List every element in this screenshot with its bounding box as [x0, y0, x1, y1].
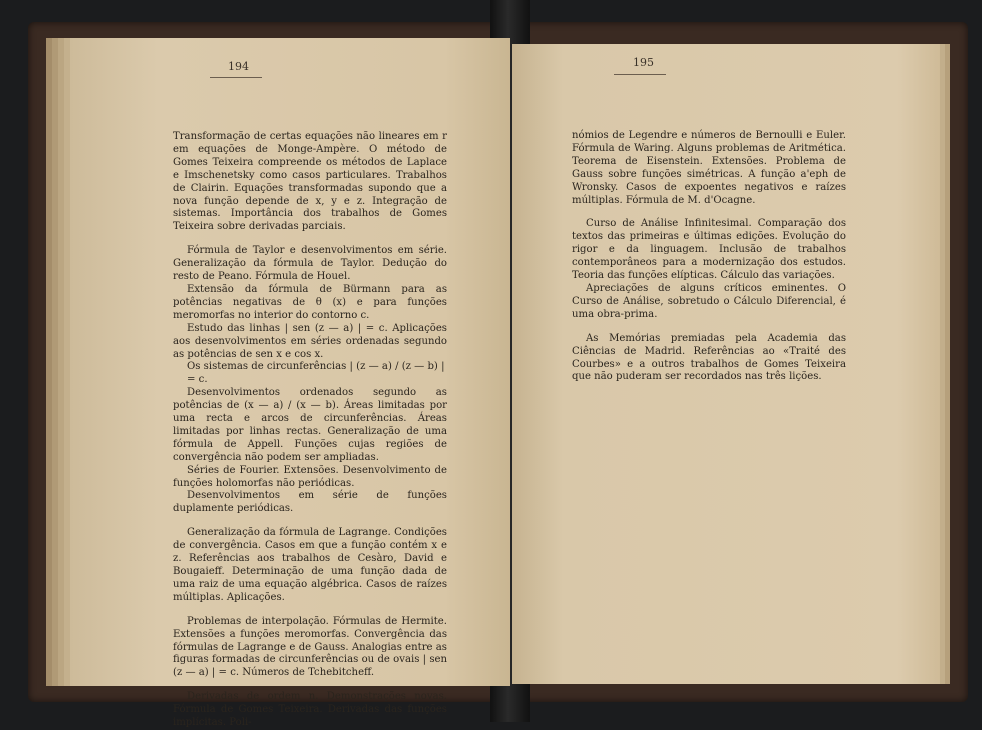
- right-page-number: 195: [633, 56, 654, 69]
- paragraph: Desenvolvimentos ordenados segundo as potências de (x — a) / (x — b). Áreas limitadas por uma recta e arcos de circunferências. Áreas limitadas por linhas rectas. Generalização de uma fórmula de Appell. Funções cujas regiões de convergência não podem ser ampliadas.: [173, 387, 447, 463]
- right-page-number-rule: [614, 74, 666, 75]
- paragraph: Generalização da fórmula de Lagrange. Condições de convergência. Casos em que a função contém x e z. Referências aos trabalhos de Cesàro, David e Bougaieff. Determinação de uma função dada de uma raiz de uma equação algébrica. Casos de raízes múltiplas. Aplicações.: [173, 527, 447, 603]
- paragraph: Transformação de certas equações não lineares em r em equações de Monge-Ampère. O método de Gomes Teixeira compreende os métodos de Laplace e Imschenetsky como casos particulares. Trabalhos de Clairin. Equações transformadas supondo que a nova função depende de x, y e z. Integração de sistemas. Importância dos trabalhos de Gomes Teixeira sobre derivadas parciais.: [173, 131, 447, 233]
- paragraph: Curso de Análise Infinitesimal. Comparação dos textos das primeiras e últimas edições. Evolução do rigor e da linguagem. Inclusão de trabalhos contemporâneos para a modernização dos estudos. Teoria das funções elípticas. Cálculo das variações.: [572, 218, 846, 282]
- left-page-number: 194: [228, 60, 249, 73]
- paragraph: As Memórias premiadas pela Academia das Ciências de Madrid. Referências ao «Traité des Courbes» e a outros trabalhos de Gomes Teixeira que não puderam ser recordados nas três lições.: [572, 332, 846, 383]
- paragraph: Desenvolvimentos em série de funções duplamente periódicas.: [173, 490, 447, 515]
- paragraph: Estudo das linhas | sen (z — a) | = c. Aplicações aos desenvolvimentos em séries ordenadas segundo as potências de sen x e cos x.: [173, 322, 447, 360]
- right-page-text: [572, 130, 846, 384]
- left-page-text: [173, 131, 447, 730]
- paragraph: Apreciações de alguns críticos eminentes. O Curso de Análise, sobretudo o Cálculo Diferencial, é uma obra-prima.: [572, 282, 846, 320]
- left-page-number-rule: [210, 77, 262, 78]
- paragraph: Séries de Fourier. Extensões. Desenvolvimento de funções holomorfas não periódicas.: [173, 464, 447, 489]
- paragraph: Problemas de interpolação. Fórmulas de Hermite. Extensões a funções meromorfas. Convergência das fórmulas de Lagrange e de Gauss. Analogias entre as figuras formadas de circunferências ou de ovais | sen (z — a) | = c. Números de Tchebitcheff.: [173, 615, 447, 679]
- paragraph: Fórmula de Taylor e desenvolvimentos em série. Generalização da fórmula de Taylor. Dedução do resto de Peano. Fórmula de Houel.: [173, 245, 447, 283]
- paragraph: Os sistemas de circunferências | (z — a) / (z — b) | = c.: [187, 361, 445, 386]
- paragraph: nómios de Legendre e números de Bernoulli e Euler. Fórmula de Waring. Alguns problemas de Aritmética. Teorema de Eisenstein. Extensões. Problema de Gauss sobre funções simétricas. A função a'eph de Wronsky. Casos de expoentes negativos e raízes múltiplas. Fórmula de M. d'Ocagne.: [572, 130, 846, 206]
- paragraph: Extensão da fórmula de Bürmann para as potências negativas de θ (x) e para funções meromorfas no interior do contorno c.: [173, 283, 447, 321]
- paragraph: Derivadas de ordem n. Demonstrações novas. Fórmula de Gomes Teixeira. Derivadas das funções implícitas. Poli-: [173, 691, 447, 729]
